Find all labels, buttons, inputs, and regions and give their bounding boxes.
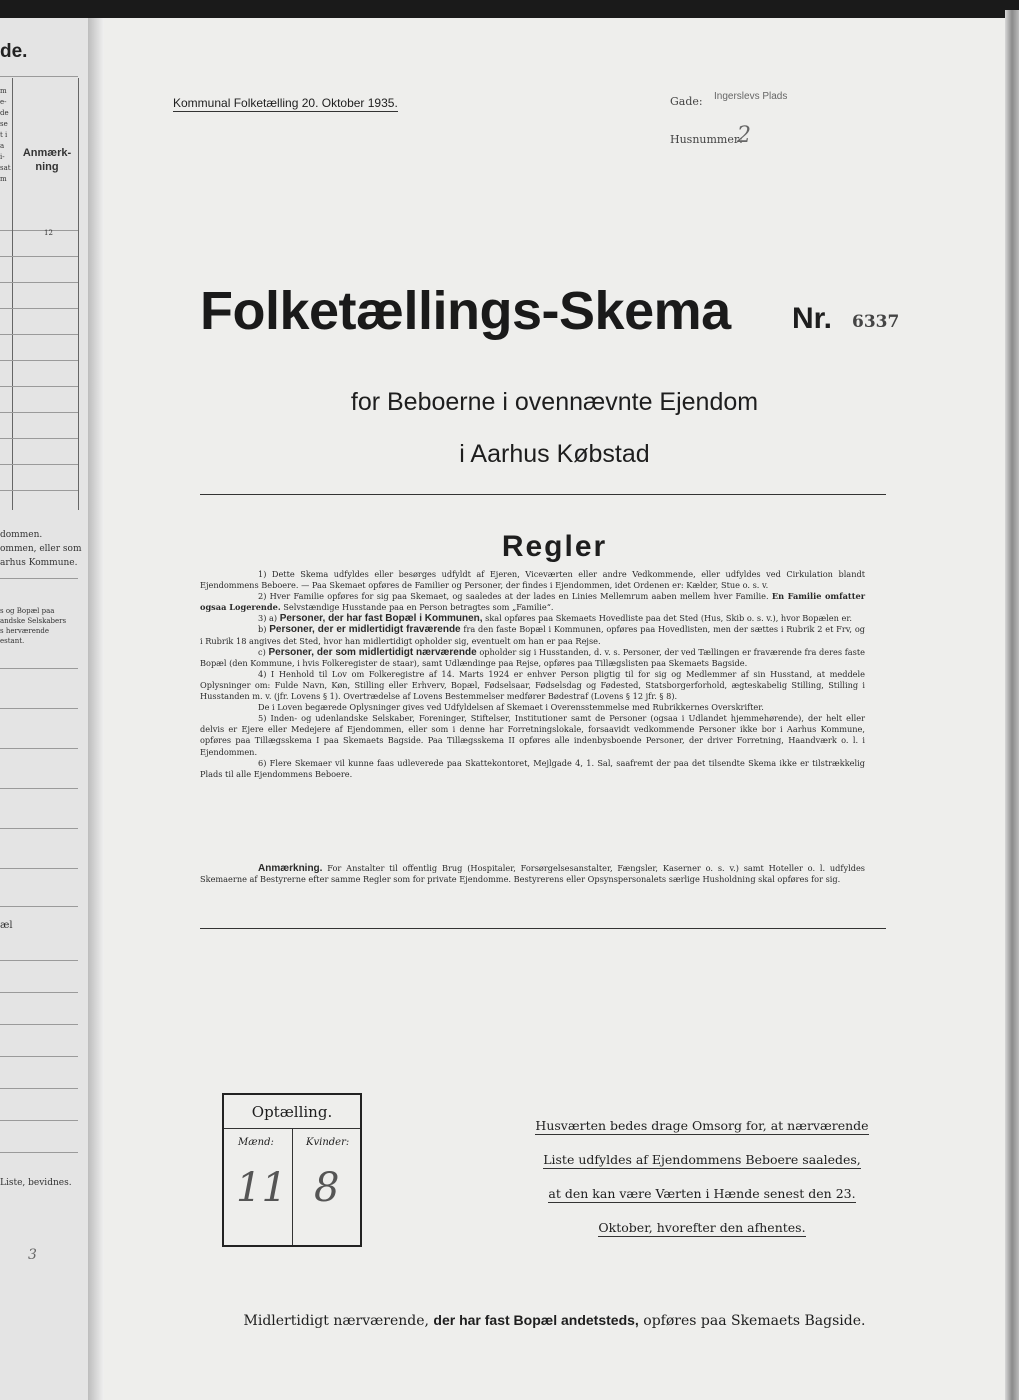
divider xyxy=(200,494,886,495)
form-subtitle: for Beboerne i ovennævnte Ejendom xyxy=(350,388,759,416)
street-label: Gade: xyxy=(670,95,703,108)
left-text-fragment: æl xyxy=(0,920,13,931)
form-subtitle-town: i Aarhus Købstad xyxy=(459,440,650,468)
rules-text xyxy=(200,569,865,780)
left-text-fragment: Liste, bevidnes. xyxy=(0,1178,72,1188)
landlord-notice-line: Husværten bedes drage Omsorg for, at nærværende xyxy=(535,1118,869,1133)
house-number-value: 2 xyxy=(737,123,751,148)
page-edge xyxy=(1005,10,1019,1400)
rule-3c: c) Personer, der som midlertidigt nærværende opholder sig i Husstanden, d. v. s. Personer, der ved Tællingen er fraværende fra deres faste Bopæl (den Kommune, i hvis Folkeregister de staar), samt Udlændinge paa Rejse, opføres paa Tillægslisten paa Skemaets Bagside. xyxy=(200,646,866,668)
street-value: Ingerslevs Plads xyxy=(714,91,788,102)
left-text-fragment: dommen. xyxy=(0,530,43,540)
left-rule xyxy=(0,76,78,77)
census-form-page xyxy=(104,18,1005,1400)
column-number: 12 xyxy=(44,229,53,237)
remark-text: Anmærkning. For Anstalter til offentlig Brug (Hospitaler, Forsørgelsesanstalter, Fængsler, Kaserner o. s. v.) samt Hoteller o. l. udfyldes Skemaerne af Bestyrerne efter samme Regler som for private Ejendomme. Bestyrerens eller Opsynspersonalets særlige Husholdning skal opføres for sig. xyxy=(200,863,865,885)
left-page-fragment xyxy=(0,18,88,1400)
women-label: Kvinder: xyxy=(306,1137,350,1148)
count-box xyxy=(222,1093,362,1247)
rule-2: 2) Hver Familie opføres for sig paa Skemaet, og saaledes at der lades en Linies Mellemrum aaben mellem hver Familie. En Familie omfatter ogsaa Logerende. Selvstændige Husstande paa en Person betragtes som „Familie“. xyxy=(200,591,866,613)
left-text-fragment: estant. xyxy=(0,637,25,645)
rules-heading: Regler xyxy=(501,530,608,563)
book-spine xyxy=(88,18,104,1400)
landlord-notice-line: Oktober, hvorefter den afhentes. xyxy=(598,1220,806,1235)
landlord-notice-line: Liste udfyldes af Ejendommens Beboere saaledes, xyxy=(543,1152,861,1167)
left-text-fragment: andske Selskabers xyxy=(0,617,67,625)
house-number-label: Husnummer: xyxy=(670,133,743,146)
rule-1: 1) Dette Skema udfyldes eller besørges udfyldt af Ejeren, Viceværten eller andre Vedkommende, eller udfyldes ved Cirkulation blandt Ejendommens Beboere. — Paa Skemaet opføres de Familier og Personer, der findes i Ejendommen, idet Ordenen er: Kælder, Stue o. s. v. xyxy=(200,569,865,591)
rule-5: 5) Inden- og udenlandske Selskaber, Foreninger, Stiftelser, Institutioner samt de Personer (ogsaa i Udlandet hjemmehørende), der helt eller delvis er Ejere eller Medejere af Ejendommen, eller som i denne har Forretningslokale, forsaavidt vedkommende Personer ikke bor i Aarhus Kommune, opføres paa Tillægsskema I paa Skemaets Bagside. Paa Tillægsskema II opføres alle indenbysboende Personer, der driver Forretning, Haandværk o. l. i Ejendommen. xyxy=(200,713,865,757)
remark-label: Anmærkning. xyxy=(258,863,323,874)
rule-4: 4) I Henhold til Lov om Folkeregistre af 14. Marts 1924 er enhver Person pligtig til for sig og Medlemmer af sin Husstand, at meddele Oplysninger om: Fulde Navn, Køn, Stilling eller Erhverv, Bopæl, Fødselsaar, Fødselsdag og Fødested, Statsborgerforhold, ægteskabelig Stilling, Stilling i Husstanden m. v. (jfr. Lovens § 1). Overtrædelse af Lovens Bestemmelser medfører Bødestraf (Lovens § 12 jfr. § 8). xyxy=(200,668,865,702)
divider xyxy=(200,928,886,929)
count-title: Optælling. xyxy=(251,1103,333,1121)
left-text-fragment: s og Bopæl paa xyxy=(0,607,55,615)
footer-note: Midlertidigt nærværende, der har fast Bopæl andetsteds, opføres paa Skemaets Bagside. xyxy=(243,1312,866,1329)
landlord-notice-line: at den kan være Værten i Hænde senest den 23. xyxy=(548,1186,856,1201)
men-count: 11 xyxy=(236,1165,287,1211)
rule-6: 6) Flere Skemaer vil kunne faas udleverede paa Skattekontoret, Mejlgade 4, 1. Sal, saafremt der paa det tilsendte Skema ikke er tilstrækkelig Plads til alle Ejendommens Beboere. xyxy=(200,757,865,779)
men-label: Mænd: xyxy=(238,1137,274,1148)
form-title: Folketællings-Skema xyxy=(200,281,731,341)
left-text-fragment: ommen, eller som xyxy=(0,544,82,554)
form-number-label: Nr. xyxy=(792,302,833,335)
left-column-fragment: m e- de se t i a i- sat m xyxy=(0,87,11,183)
left-column-line xyxy=(12,78,13,510)
left-text-fragment: s herværende xyxy=(0,627,49,635)
women-count: 8 xyxy=(314,1165,340,1211)
left-text-fragment: arhus Kommune. xyxy=(0,558,78,568)
rule-4b: De i Loven begærede Oplysninger gives ved Udfyldelsen af Skemaet i Overensstemmelse med Rubrikkernes Overskrifter. xyxy=(258,702,764,713)
rule-3b: b) Personer, der er midlertidigt fraværende fra den faste Bopæl i Kommunen, opføres paa Hovedlisten, men der sættes i Rubrik 2 et Frv, og i Rubrik 18 angives det Sted, hvor han midlertidigt opholder sig, eventuelt om han er paa Rejse. xyxy=(200,624,865,646)
left-page-heading: de. xyxy=(0,41,28,62)
rule-3a: 3) a) Personer, der har fast Bopæl i Kommunen, skal opføres paa Skemaets Hovedliste paa det Sted (Hus, Skib o. s. v.), hvor Bopælen er. xyxy=(258,613,852,625)
left-column-line xyxy=(78,78,79,510)
census-date-heading: Kommunal Folketælling 20. Oktober 1935. xyxy=(173,96,398,110)
left-handwriting-fragment: 3 xyxy=(28,1247,37,1263)
anmaerkning-column-header: Anmærk- ning xyxy=(22,147,72,173)
form-number-value: 6337 xyxy=(852,312,900,332)
